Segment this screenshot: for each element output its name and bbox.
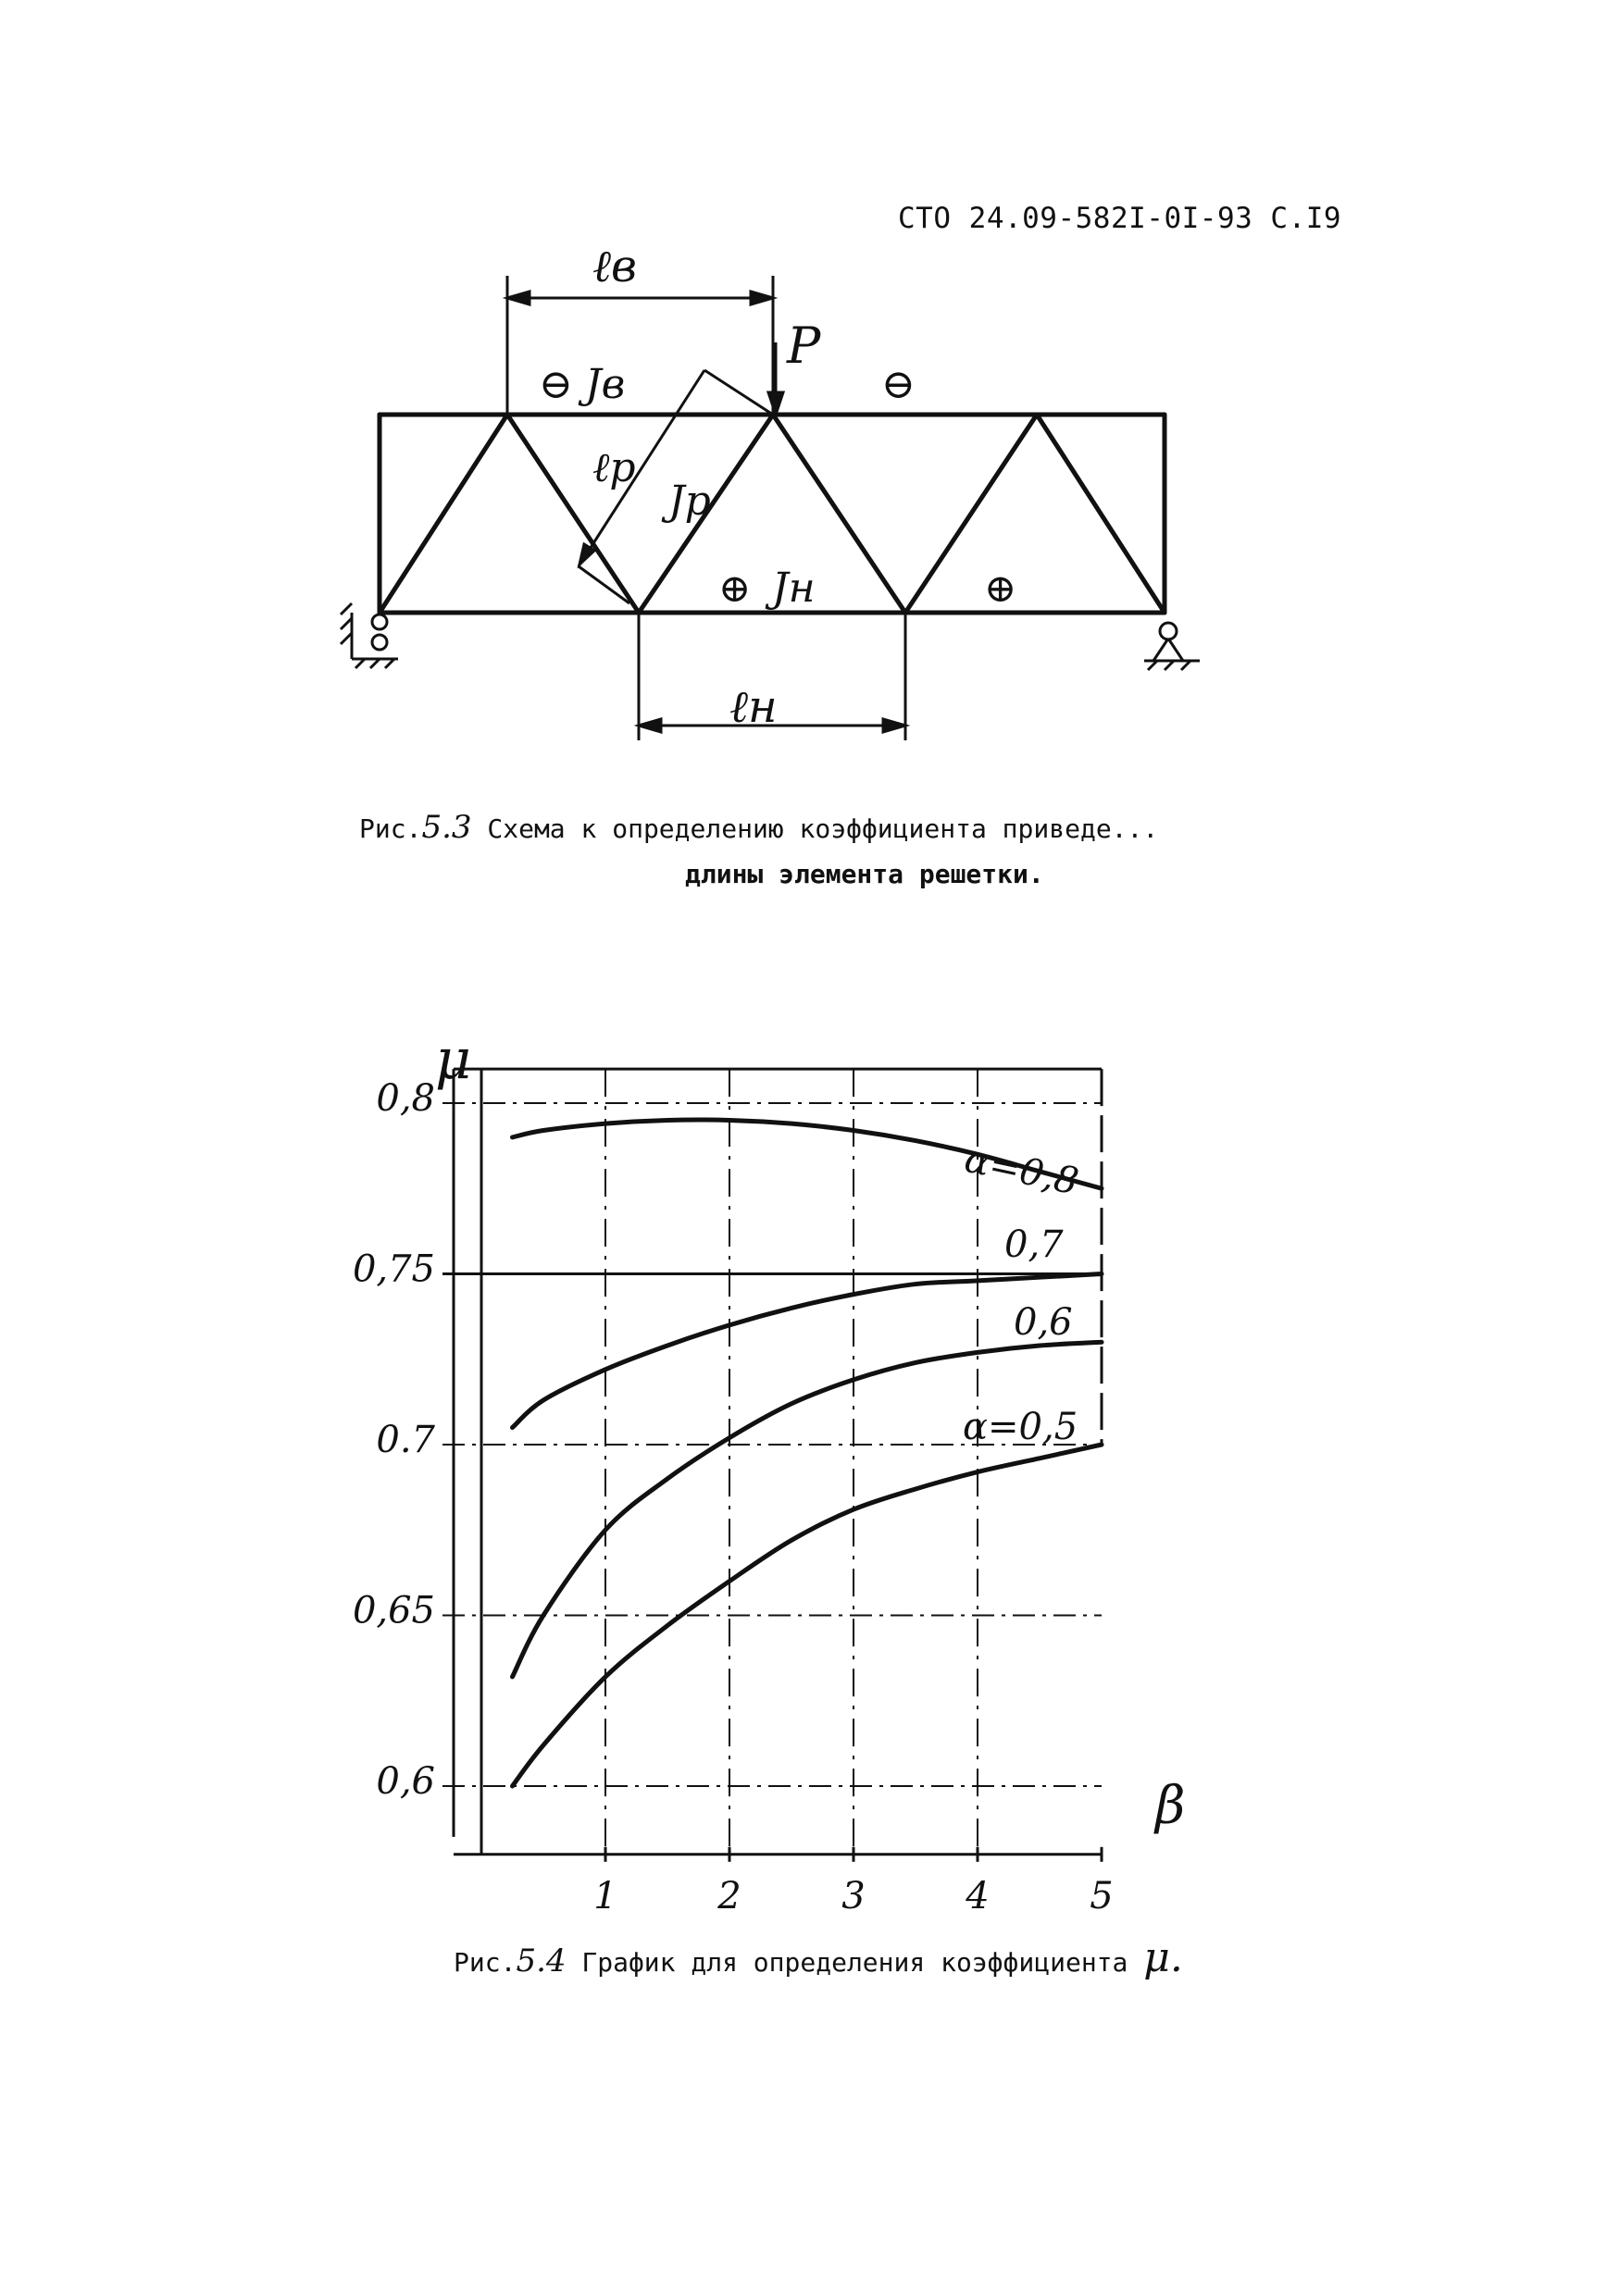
x-tick-label: 2 xyxy=(717,1874,741,1917)
x-tick-label: 4 xyxy=(966,1874,990,1917)
y-tick-label: 0,75 xyxy=(352,1247,435,1291)
series-line xyxy=(513,1274,1103,1428)
x-axis-label: β xyxy=(1155,1776,1186,1836)
label-Jp: Jр xyxy=(668,478,711,525)
page-header: СТО 24.09-582I-0I-93 С.I9 xyxy=(898,202,1342,235)
x-tick-label: 5 xyxy=(1090,1874,1114,1917)
x-tick-label: 3 xyxy=(841,1874,866,1917)
series-label: 0,6 xyxy=(1014,1301,1073,1344)
y-tick-label: 0,6 xyxy=(376,1760,435,1803)
fig54-caption: Рис.5.4 График для определения коэффициента μ. xyxy=(454,1934,1183,1981)
label-ln: ℓн xyxy=(729,681,778,733)
series-line xyxy=(513,1342,1103,1677)
label-P: P xyxy=(787,316,821,375)
label-lv: ℓв xyxy=(592,241,637,292)
x-tick-label: 1 xyxy=(593,1874,617,1917)
series-label: α=0,8 xyxy=(960,1137,1082,1204)
fig53-caption-line2: длины элемента решетки. xyxy=(685,859,1044,889)
label-plus-right: ⊕ xyxy=(984,565,1017,611)
label-Jv: Jв xyxy=(585,361,626,408)
series-label: 0,7 xyxy=(1004,1223,1064,1266)
label-plus-mid: ⊕ xyxy=(718,565,752,611)
y-tick-label: 0,65 xyxy=(352,1589,435,1632)
label-Jn: Jн xyxy=(772,565,816,612)
label-minus-left: ⊖ xyxy=(539,361,573,408)
y-axis-label: μ xyxy=(435,1027,471,1092)
fig53-caption-line1: Рис.5.3 Схема к определению коэффициента приведе... xyxy=(359,809,1159,846)
series-label: α=0,5 xyxy=(963,1406,1078,1448)
label-minus-right: ⊖ xyxy=(881,361,916,408)
y-tick-label: 0.7 xyxy=(376,1419,435,1461)
label-lp: ℓр xyxy=(592,444,636,491)
y-tick-label: 0,8 xyxy=(376,1077,435,1120)
